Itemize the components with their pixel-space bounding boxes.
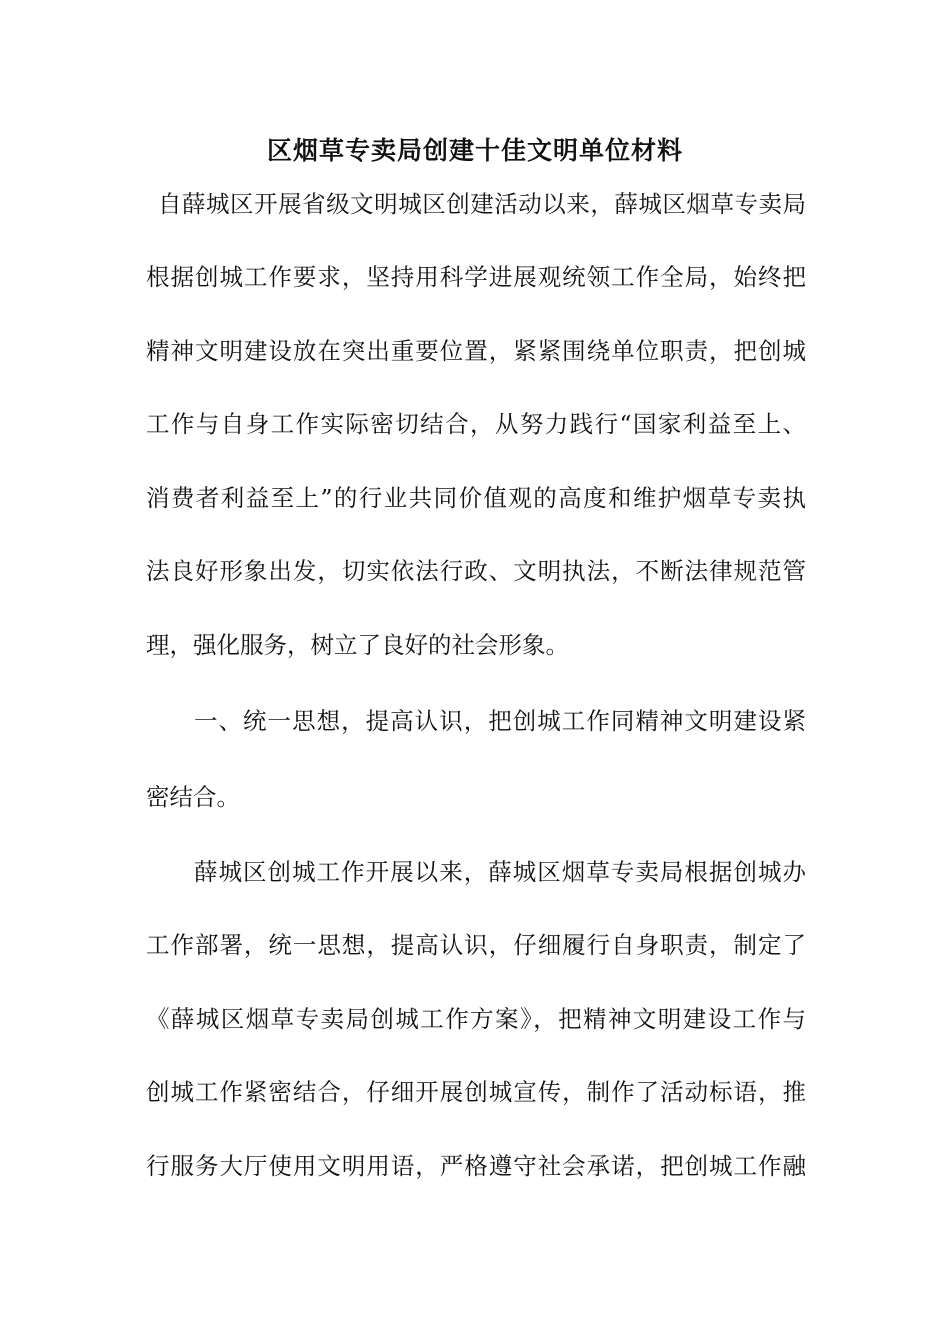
paragraph-line: 工作部署，统一思想，提高认识，仔细履行自身职责，制定了 [146,931,806,959]
paragraph-line: 消费者利益至上”的行业共同价值观的高度和维护烟草专卖执 [146,484,806,512]
paragraph-line: 精神文明建设放在突出重要位置，紧紧围绕单位职责，把创城 [146,337,806,365]
paragraph-line: 理，强化服务，树立了良好的社会形象。 [146,631,569,659]
section-heading-line: 密结合。 [146,783,240,811]
paragraph-line: 自薛城区开展省级文明城区创建活动以来，薛城区烟草专卖局 [158,190,806,218]
paragraph-line: 根据创城工作要求，坚持用科学进展观统领工作全局，始终把 [146,263,806,291]
document-title: 区烟草专卖局创建十佳文明单位材料 [266,136,683,165]
paragraph-line: 工作与自身工作实际密切结合，从努力践行“国家利益至上、 [146,410,806,438]
paragraph-line: 《薛城区烟草专卖局创城工作方案》，把精神文明建设工作与 [146,1005,806,1033]
paragraph-line: 创城工作紧密结合，仔细开展创城宣传，制作了活动标语，推 [146,1078,806,1106]
paragraph-line: 法良好形象出发，切实依法行政、文明执法，不断法律规范管 [146,557,806,585]
paragraph-line: 行服务大厅使用文明用语，严格遵守社会承诺，把创城工作融 [146,1152,806,1180]
section-heading-line: 一、统一思想，提高认识，把创城工作同精神文明建设紧 [194,707,806,735]
paragraph-line: 薛城区创城工作开展以来，薛城区烟草专卖局根据创城办 [194,858,806,886]
